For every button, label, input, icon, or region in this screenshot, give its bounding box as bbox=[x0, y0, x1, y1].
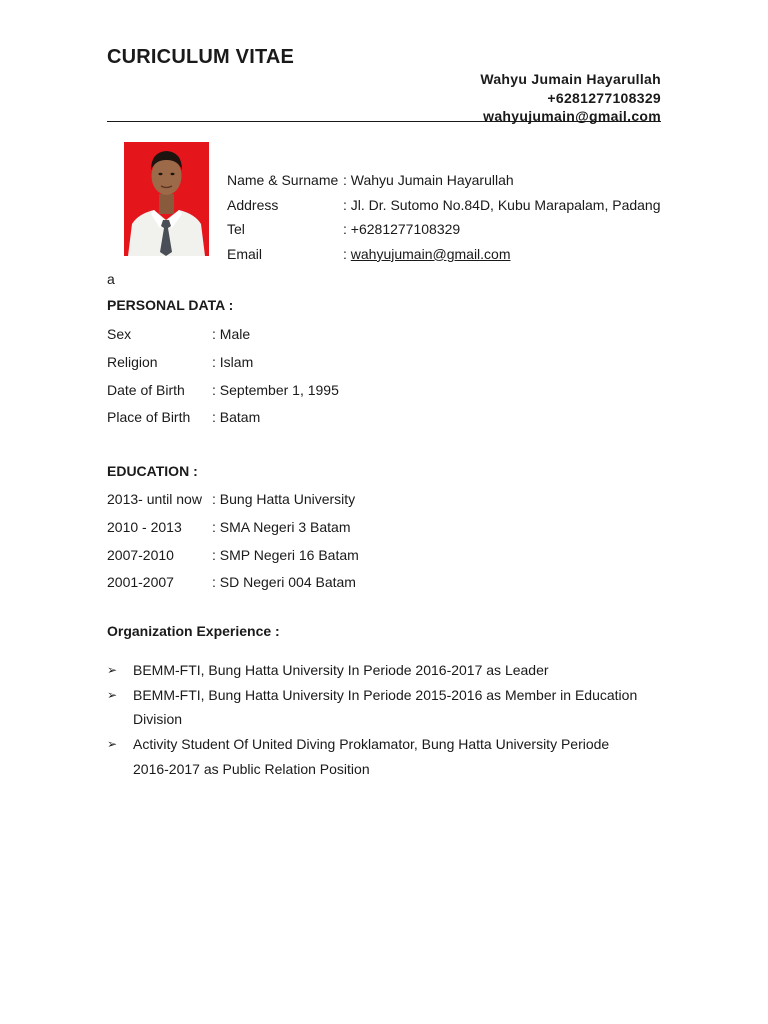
row-value: : Male bbox=[212, 326, 251, 342]
info-row-address bbox=[227, 196, 661, 221]
table-row bbox=[107, 325, 339, 353]
list-item-text: Activity Student Of United Diving Proklamator, Bung Hatta University Periode 2016-2017 as Public Relation Position bbox=[133, 736, 610, 777]
stray-text: a bbox=[107, 271, 115, 287]
row-value: : September 1, 1995 bbox=[212, 381, 339, 398]
row-label: Sex bbox=[107, 326, 132, 342]
document-title: CURICULUM VITAE bbox=[107, 46, 295, 68]
info-value: : Wahyu Jumain Hayarullah bbox=[343, 172, 514, 188]
header-email: wahyujumain@gmail.com bbox=[483, 108, 661, 124]
organization-heading: Organization Experience : bbox=[107, 623, 280, 639]
info-label: Address bbox=[227, 196, 279, 213]
arrow-bullet-icon: ➢ bbox=[107, 737, 118, 752]
header-divider bbox=[107, 121, 661, 122]
row-label: 2001-2007 bbox=[107, 574, 174, 591]
header-phone: +6281277108329 bbox=[547, 89, 661, 106]
info-label: Name & Surname bbox=[227, 172, 339, 188]
list-item-text: BEMM-FTI, Bung Hatta University In Periode 2015-2016 as Member in Education Division bbox=[133, 686, 638, 728]
table-row bbox=[107, 518, 359, 546]
header-name: Wahyu Jumain Hayarullah bbox=[480, 71, 661, 87]
list-item-text: BEMM-FTI, Bung Hatta University In Periode 2016-2017 as Leader bbox=[133, 662, 549, 678]
header-contact bbox=[480, 70, 661, 126]
education-table bbox=[107, 490, 359, 601]
row-value: : Islam bbox=[212, 353, 254, 370]
row-label: Place of Birth bbox=[107, 409, 191, 426]
arrow-bullet-icon: ➢ bbox=[107, 663, 118, 677]
row-label: 2010 - 2013 bbox=[107, 518, 182, 535]
info-row-name bbox=[227, 171, 661, 196]
email-link[interactable]: wahyujumain@gmail.com bbox=[350, 245, 511, 262]
info-label: Email bbox=[227, 245, 263, 262]
table-row bbox=[107, 546, 359, 574]
row-label: Date of Birth bbox=[107, 381, 185, 398]
table-row bbox=[107, 573, 359, 601]
info-row-email bbox=[227, 245, 661, 270]
row-label: 2007-2010 bbox=[107, 546, 174, 563]
row-value: : Batam bbox=[212, 409, 261, 426]
row-value: : Bung Hatta University bbox=[212, 491, 356, 507]
info-separator: : bbox=[343, 245, 351, 262]
contact-info-table bbox=[227, 171, 661, 269]
table-row bbox=[107, 490, 359, 518]
info-row-tel bbox=[227, 220, 661, 245]
row-value: : SMA Negeri 3 Batam bbox=[212, 518, 351, 535]
info-value: : Jl. Dr. Sutomo No.84D, Kubu Marapalam, Padang bbox=[343, 196, 661, 213]
organization-list bbox=[107, 658, 647, 782]
table-row bbox=[107, 408, 339, 436]
list-item bbox=[107, 658, 647, 682]
table-row bbox=[107, 381, 339, 409]
row-value: : SMP Negeri 16 Batam bbox=[212, 546, 359, 563]
info-value: : +6281277108329 bbox=[343, 221, 461, 238]
row-value: : SD Negeri 004 Batam bbox=[212, 574, 356, 591]
arrow-bullet-icon: ➢ bbox=[107, 687, 118, 702]
personal-data-heading: PERSONAL DATA : bbox=[107, 297, 234, 313]
education-heading: EDUCATION : bbox=[107, 463, 198, 479]
row-label: Religion bbox=[107, 353, 158, 370]
row-label: 2013- until now bbox=[107, 491, 202, 507]
table-row bbox=[107, 353, 339, 381]
profile-photo bbox=[124, 142, 209, 256]
personal-data-table bbox=[107, 325, 339, 436]
list-item bbox=[107, 732, 647, 781]
info-label: Tel bbox=[227, 221, 245, 238]
list-item bbox=[107, 683, 647, 732]
